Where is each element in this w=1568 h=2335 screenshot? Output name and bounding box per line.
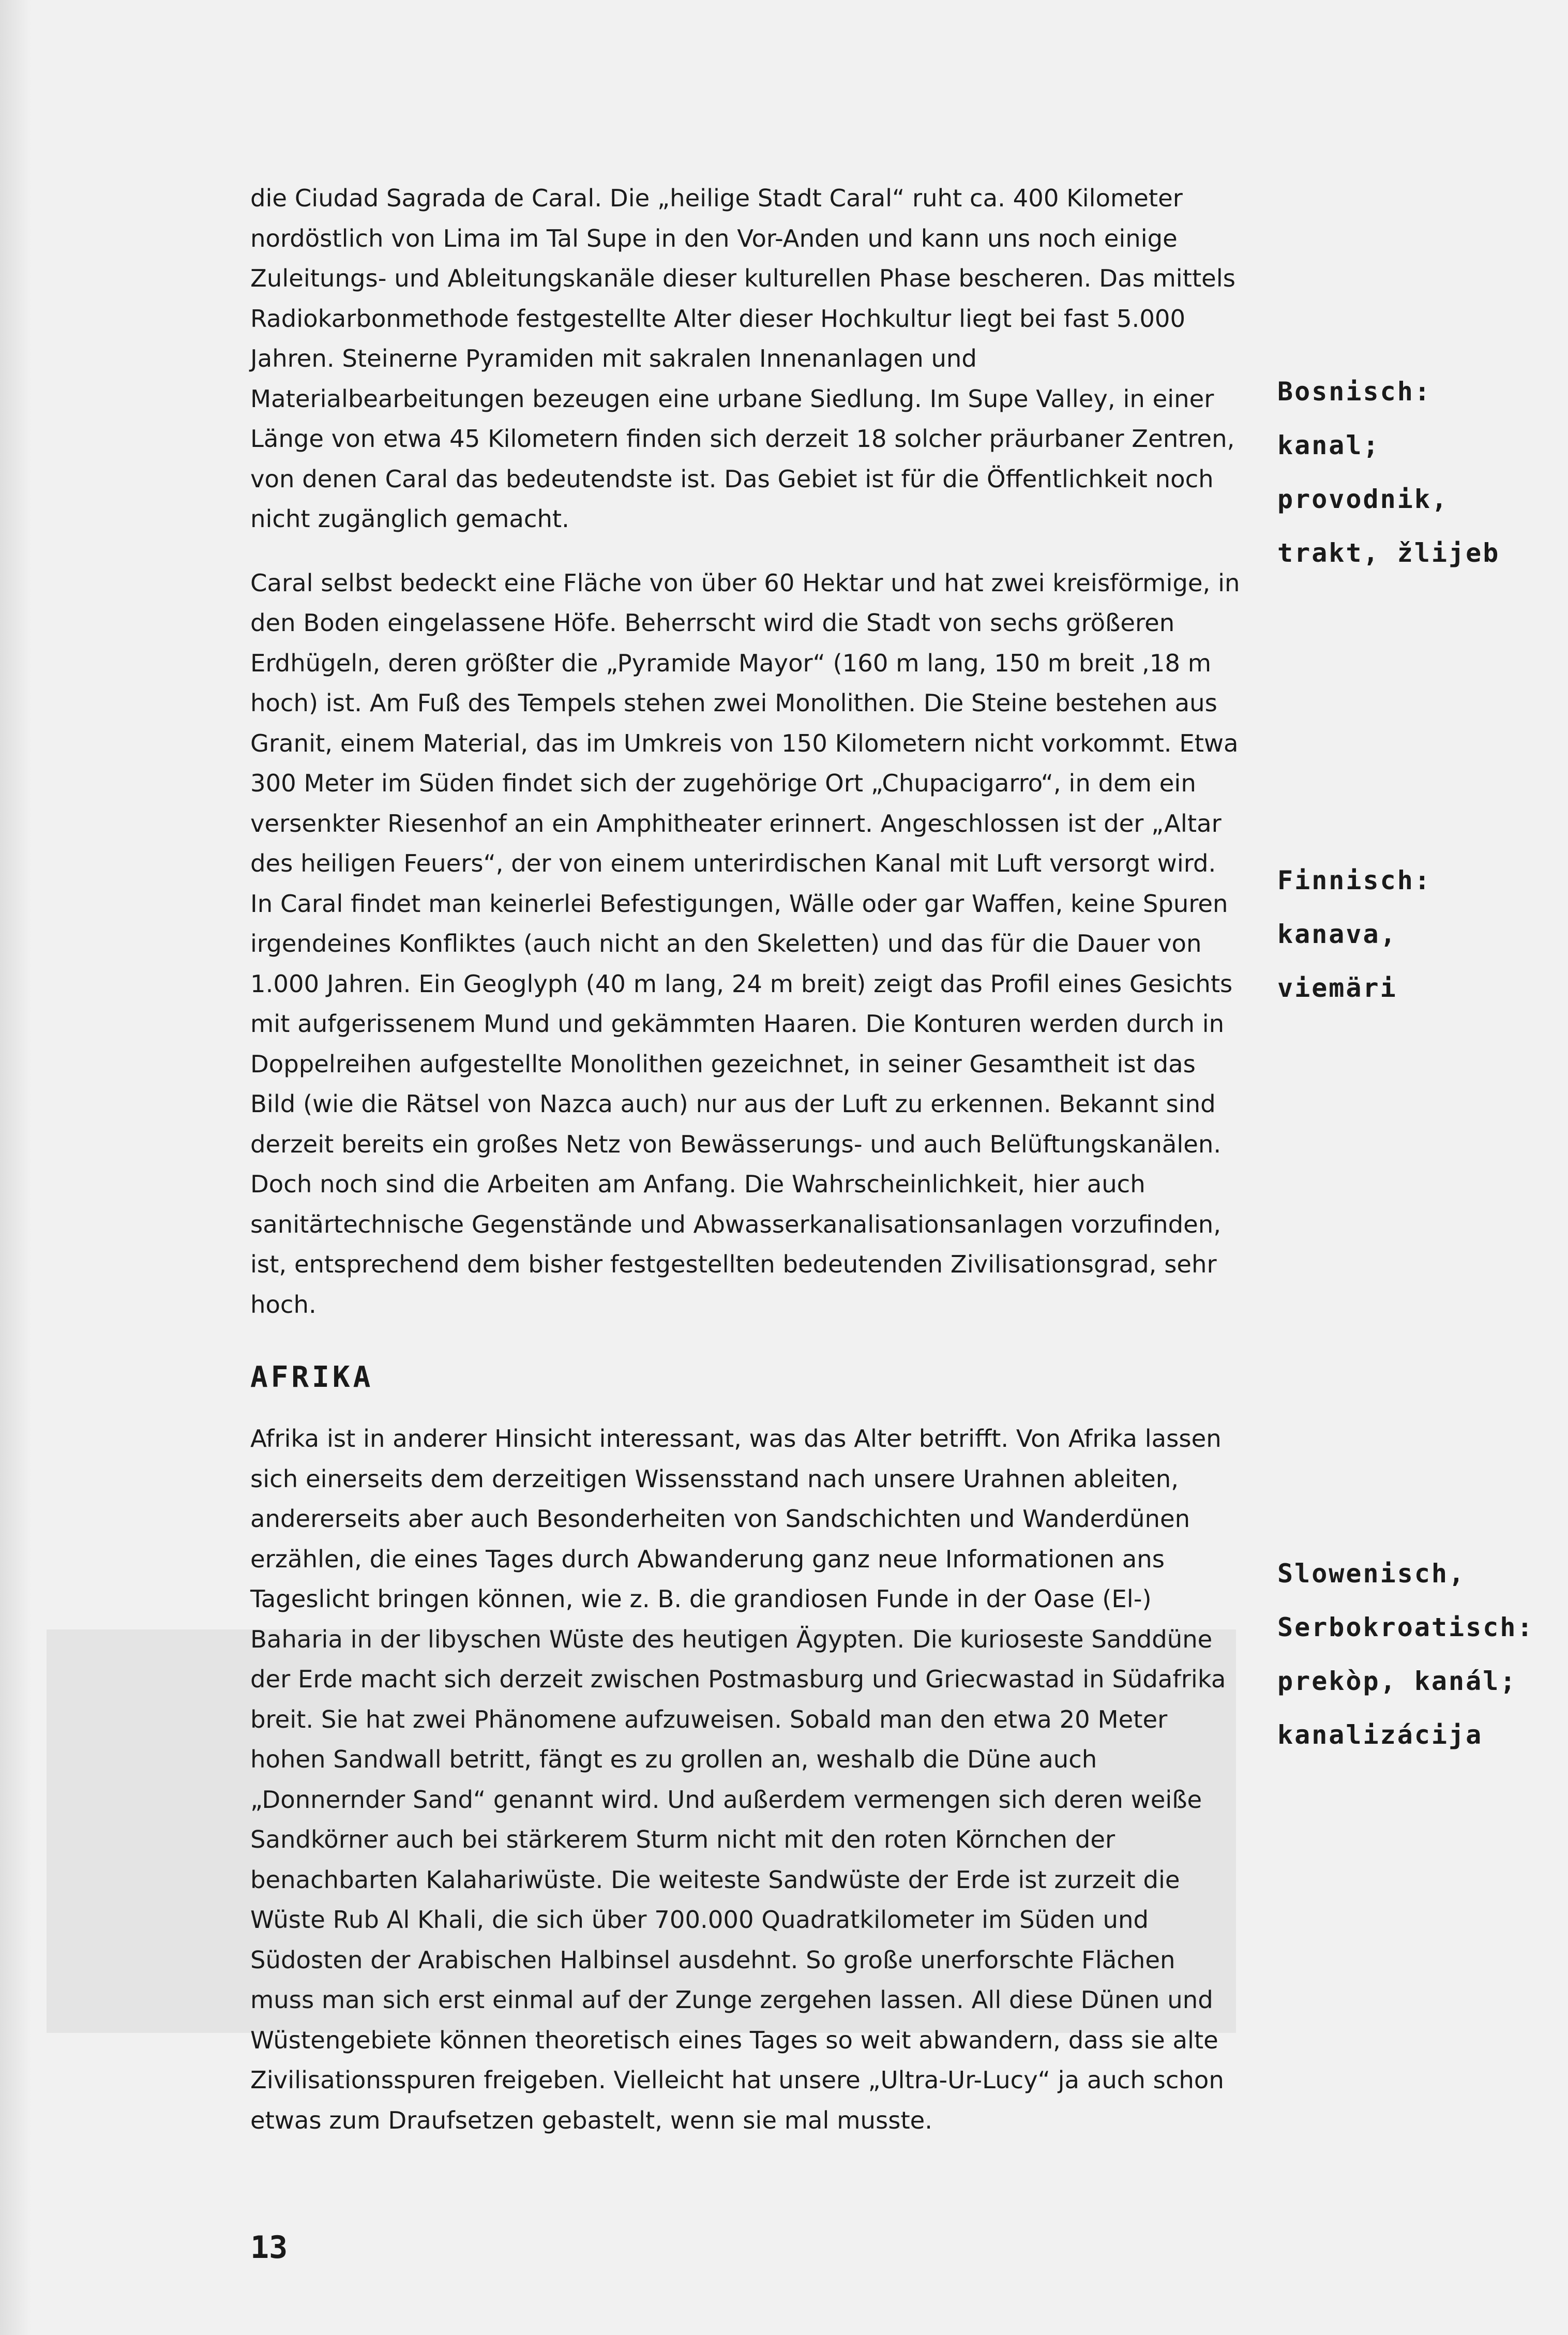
main-text-column: [250, 178, 1243, 2141]
body-paragraph-afrika: Afrika ist in anderer Hinsicht interessant, was das Alter betrifft. Von Afrika lassen sich einerseits dem derzeitigen Wissensstand nach unsere Urahnen ableiten, andererseits aber auch Besonderheiten von Sandschichten und Wanderdünen erzählen, die eines Tages durch Abwanderung ganz neue Informationen ans Tageslicht bringen können, wie z. B. die grandiosen Funde in der Oase (El-) Baharia in der libyschen Wüste des heutigen Ägypten. Die kurioseste Sanddüne der Erde macht sich derzeit zwischen Postmasburg und Griecwastad in Südafrika breit. Sie hat zwei Phänomene aufzuweisen. Sobald man den etwa 20 Meter hohen Sandwall betritt, fängt es zu grollen an, weshalb die Düne auch „Donnernder Sand“ genannt wird. Und außerdem vermengen sich deren weiße Sandkörner auch bei stärkerem Sturm nicht mit den roten Körnchen der benachbarten Kalahariwüste. Die weiteste Sandwüste der Erde ist zurzeit die Wüste Rub Al Khali, die sich über 700.000 Quadratkilometer im Süden und Südosten der Arabischen Halbinsel ausdehnt. So große unerforschte Flächen muss man sich erst einmal auf der Zunge zergehen lassen. All diese Dünen und Wüstengebiete können theoretisch eines Tages so weit abwandern, dass sie alte Zivilisationsspuren freigeben. Vielleicht hat unsere „Ultra-Ur-Lucy“ ja auch schon etwas zum Draufsetzen gebastelt, wenn sie mal musste.: [250, 1425, 1226, 2134]
sidebar-bosnian-label: Bosnisch:: [1277, 377, 1431, 407]
page-number: 13: [250, 2229, 288, 2266]
sidebar-bosnian-term-2: provodnik,: [1277, 484, 1449, 514]
sidebar-slovenian-label-2: Serbokroatisch:: [1277, 1612, 1534, 1642]
sidebar-slovenian-label-1: Slowenisch,: [1277, 1559, 1466, 1589]
sidebar-slovenian-term-2: kanalizácija: [1277, 1720, 1483, 1750]
sidebar-finnish-term-1: kanava,: [1277, 919, 1397, 949]
body-paragraph-2: Caral selbst bedeckt eine Fläche von über 60 Hektar und hat zwei kreisförmige, in den Boden eingelassene Höfe. Beherrscht wird die Stadt von sechs größeren Erdhügeln, deren größter die „Pyramide Mayor“ (160 m lang, 150 m breit ,18 m hoch) ist. Am Fuß des Tempels stehen zwei Monolithen. Die Steine bestehen aus Granit, einem Material, das im Umkreis von 150 Kilometern nicht vorkommt. Etwa 300 Meter im Süden findet sich der zugehörige Ort „Chupacigarro“, in dem ein versenkter Riesenhof an ein Amphitheater erinnert. Angeschlossen ist der „Altar des heiligen Feuers“, der von einem unterirdischen Kanal mit Luft versorgt wird. In Caral findet man keinerlei Befestigungen, Wälle oder gar Waffen, keine Spuren irgendeines Konfliktes (auch nicht an den Skeletten) und das für die Dauer von 1.000 Jahren. Ein Geoglyph (40 m lang, 24 m breit) zeigt das Profil eines Gesichts mit aufgerissenem Mund und gekämmten Haaren. Die Konturen werden durch in Doppelreihen aufgestellte Monolithen gezeichnet, in seiner Gesamtheit ist das Bild (wie die Rätsel von Nazca auch) nur aus der Luft zu erkennen. Bekannt sind derzeit bereits ein großes Netz von Bewässerungs- und auch Belüftungskanälen. Doch noch sind die Arbeiten am Anfang. Die Wahrscheinlichkeit, hier auch sanitärtechnische Gegenstände und Abwasserkanalisationsanlagen vorzufinden, ist, entsprechend dem bisher festgestellten bedeutenden Zivilisationsgrad, sehr hoch.: [250, 568, 1240, 1319]
sidebar-bosnian-term-1: kanal;: [1277, 430, 1380, 460]
sidebar-slovenian: [1277, 1547, 1546, 1762]
body-paragraph-1: die Ciudad Sagrada de Caral. Die „heilige Stadt Caral“ ruht ca. 400 Kilometer nordöstlich von Lima im Tal Supe in den Vor-Anden und kann uns noch einige Zuleitungs- und Ableitungskanäle dieser kulturellen Phase bescheren. Das mittels Radiokarbonmethode festgestellte Alter dieser Hochkultur liegt bei fast 5.000 Jahren. Steinerne Pyramiden mit sakralen Innenanlagen und Materialbearbeitungen bezeugen eine urbane Siedlung. Im Supe Valley, in einer Länge von etwa 45 Kilometern finden sich derzeit 18 solcher präurbaner Zentren, von denen Caral das bedeutendste ist. Das Gebiet ist für die Öffentlichkeit noch nicht zugänglich gemacht.: [250, 184, 1235, 533]
sidebar-bosnian-term-3: trakt, žlijeb: [1277, 538, 1500, 568]
page-spine-shadow: [0, 0, 31, 2335]
sidebar-bosnian: [1277, 365, 1546, 580]
sidebar-slovenian-term-1: prekòp, kanál;: [1277, 1666, 1517, 1696]
section-heading-afrika: AFRIKA: [250, 1360, 374, 1394]
sidebar-finnish-label: Finnisch:: [1277, 865, 1431, 895]
sidebar-finnish: [1277, 854, 1546, 1015]
sidebar-finnish-term-2: viemäri: [1277, 973, 1397, 1003]
